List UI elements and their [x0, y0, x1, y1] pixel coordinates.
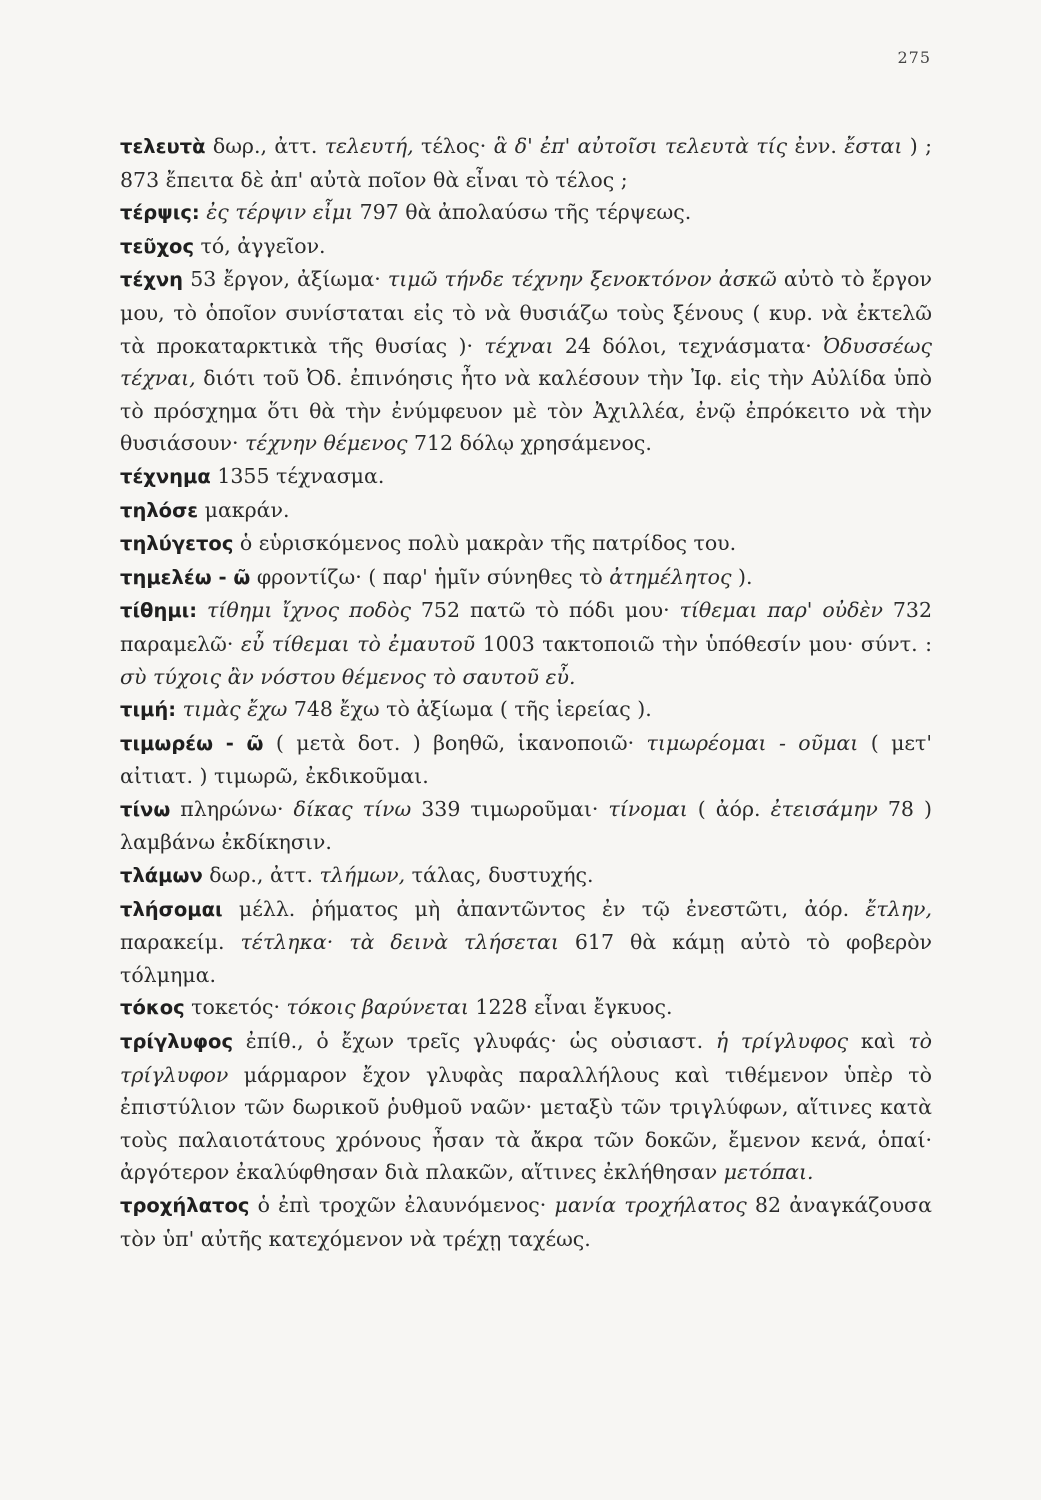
entry-headword: τελευτὰ — [120, 135, 206, 158]
entry-definition: 752 πατῶ τὸ πόδι μου· — [410, 598, 680, 623]
entry-definition: ὁ ἐπὶ τροχῶν ἐλαυνόμενος· — [249, 1193, 555, 1217]
entry-headword: τλήσομαι — [120, 897, 223, 921]
entry-headword: τεῦχος — [120, 234, 195, 258]
page-number: 275 — [897, 48, 931, 67]
entry-quotation: μετόπαι. — [723, 1160, 814, 1185]
glossary-entry — [120, 494, 932, 528]
entry-definition: ἐνν. — [787, 134, 845, 158]
glossary-entry — [120, 263, 932, 460]
entry-quotation: ἔσται — [844, 134, 903, 158]
glossary-entries — [120, 130, 932, 1255]
entry-definition: 78 ) λαμβάνω ἐκδίκησιν. — [120, 796, 932, 855]
entry-quotation: ἃ δ' ἐπ' αὐτοῖσι τελευτὰ τίς — [493, 134, 788, 158]
entry-definition: 797 θὰ ἀπολαύσω τῆς τέρψεως. — [353, 200, 692, 225]
entry-definition: 1003 τακτοποιῶ τὴν ὑπόθεσίν μου· σύντ. : — [475, 631, 932, 656]
entry-definition: 339 τιμωροῦμαι· — [411, 796, 609, 821]
entry-definition: 82 ἀναγκάζουσα τὸν ὑπ' αὐτῆς κατεχόμενον νὰ τρέχῃ ταχέως. — [120, 1193, 933, 1251]
entry-quotation: τελευτή, — [324, 134, 414, 158]
glossary-entry — [120, 527, 932, 561]
glossary-entry — [120, 460, 932, 494]
glossary-entry — [120, 1025, 932, 1189]
entry-quotation: σὺ τύχοις ἂν νόστου θέμενος τὸ σαυτοῦ εὖ. — [120, 664, 576, 689]
entry-definition: μάρμαρον ἔχον γλυφὰς παραλλήλους καὶ τιθέμενον ὑπὲρ τὸ ἐπιστύλιον τῶν δωρικοῦ ῥυθμοῦ ναῶν· μεταξὺ τῶν τριγλύφων, αἵτινες κατὰ τοὺς παλαιοτάτους χρόνους ἦσαν τὰ ἄκρα τῶν δοκῶν, ἔμενον κενά, ὁπαί· ἀργότερον ἐκαλύφθησαν διὰ πλακῶν, αἵτινες ἐκλήθησαν — [120, 1062, 932, 1185]
entry-definition: μέλλ. ῥήματος μὴ ἀπαντῶντος ἐν τῷ ἐνεστῶτι, ἀόρ. — [222, 896, 866, 921]
entry-quotation: τίνομαι — [608, 796, 688, 821]
entry-definition: ἐπίθ., ὁ ἔχων τρεῖς γλυφάς· ὡς οὐσιαστ. — [233, 1029, 716, 1054]
entry-definition: ὁ εὑρισκόμενος πολὺ μακρὰν τῆς πατρίδος του. — [233, 531, 737, 556]
entry-definition: πληρώνω· — [170, 796, 294, 821]
glossary-entry — [120, 991, 932, 1025]
entry-definition: ( μετ' αἰτιατ. ) τιμωρῶ, ἐκδικοῦμαι. — [120, 730, 932, 789]
entry-quotation: δίκας τίνω — [293, 796, 412, 821]
entry-definition: διότι τοῦ Ὀδ. ἐπινόησις ἦτο νὰ καλέσουν τὴν Ἰφ. εἰς τὴν Αὐλίδα ὑπὸ τὸ πρόσχημα ὅτι θὰ τὴν ἐνύμφευον μὲ τὸν Ἀχιλλέα, ἐνῷ ἐπρόκειτο νὰ τὴν θυσιάσουν· — [120, 366, 932, 456]
entry-headword: τηλόσε — [120, 498, 199, 522]
entry-headword: τέχνημα — [120, 464, 211, 488]
entry-quotation: τὰ δεινὰ τλήσεται — [349, 930, 559, 955]
entry-definition: 712 δόλῳ χρησάμενος. — [407, 431, 652, 456]
entry-quotation: τίθημι ἴχνος ποδὸς — [207, 598, 411, 623]
entry-definition: μακράν. — [198, 497, 290, 522]
entry-definition: καὶ — [848, 1029, 909, 1054]
glossary-entry — [120, 793, 932, 859]
entry-definition: δωρ., ἀττ. — [202, 863, 320, 888]
entry-definition: ( μετὰ δοτ. ) βοηθῶ, ἱκανοποιῶ· — [263, 730, 647, 755]
glossary-entry — [120, 727, 932, 793]
entry-definition: 1228 εἶναι ἔγκυος. — [468, 995, 673, 1020]
glossary-entry — [120, 594, 932, 693]
entry-definition: τοκετός· — [184, 995, 287, 1020]
entry-definition: 24 δόλοι, τεχνάσματα· — [553, 333, 824, 358]
entry-definition: τάλας, δυστυχής. — [405, 863, 594, 888]
glossary-entry — [120, 130, 932, 196]
entry-quotation: εὖ τίθεμαι τὸ ἐμαυτοῦ — [240, 631, 476, 656]
entry-quotation: τέτληκα· — [240, 930, 334, 955]
entry-headword: τημελέω - ῶ — [120, 565, 251, 589]
entry-quotation: ἐς τέρψιν εἶμι — [206, 200, 354, 225]
entry-quotation: ἔτλην, — [865, 896, 932, 921]
entry-headword: τέχνη — [120, 268, 184, 292]
entry-quotation: τιμὰς ἔχω — [182, 697, 288, 722]
entry-headword: τίνω — [120, 797, 171, 821]
entry-definition: παρακείμ. — [120, 930, 241, 955]
entry-definition: αὐτὸ τὸ ἔργον μου, τὸ ὁποῖον συνίσταται εἰς τὸ νὰ θυσιάζω τοὺς ξένους ( κυρ. νὰ ἐκτελῶ τὰ προκαταρκτικὰ τῆς θυσίας )· — [120, 267, 932, 358]
entry-definition: δωρ., ἀττ. — [205, 134, 325, 158]
entry-definition: ) ; 873 ἔπειτα δὲ ἀπ' αὐτὰ ποῖον θὰ εἶναι τὸ τέλος ; — [120, 134, 933, 192]
entry-quotation: ἐτεισάμην — [770, 796, 878, 821]
entry-definition: ). — [731, 564, 753, 589]
entry-headword: τίθημι: — [120, 599, 198, 623]
glossary-entry — [120, 893, 932, 992]
entry-quotation: τίθεμαι παρ' οὐδὲν — [679, 598, 883, 623]
entry-quotation: τὸ τρίγλυφον — [120, 1029, 932, 1087]
glossary-entry — [120, 230, 932, 264]
entry-definition: 53 ἔργον, ἀξίωμα· — [183, 267, 388, 292]
glossary-entry — [120, 859, 932, 893]
entry-quotation: ἡ τρίγλυφος — [715, 1029, 849, 1054]
entry-quotation: τιμωρέομαι - οῦμαι — [646, 730, 859, 755]
entry-headword: τόκος — [120, 996, 185, 1020]
entry-definition: 1355 τέχνασμα. — [210, 463, 385, 488]
entry-quotation: Ὀδυσσέως τέχναι, — [120, 333, 932, 391]
entry-quotation: τέχναι — [484, 333, 554, 358]
glossary-entry — [120, 693, 932, 727]
glossary-entry — [120, 561, 932, 595]
entry-definition: 617 θὰ κάμῃ αὐτὸ τὸ φοβερὸν τόλμημα. — [120, 930, 932, 987]
entry-quotation: τόκοις βαρύνεται — [286, 995, 469, 1020]
entry-definition: τό, ἀγγεῖον. — [194, 233, 326, 258]
glossary-entry — [120, 196, 932, 230]
entry-definition — [197, 598, 207, 622]
glossary-entry — [120, 1189, 932, 1255]
entry-quotation: τιμῶ τήνδε τέχνην ξενοκτόνον ἀσκῶ — [387, 267, 777, 292]
entry-definition: ( ἀόρ. — [687, 796, 771, 821]
entry-headword: τλάμων — [120, 864, 203, 888]
entry-definition: φροντίζω· ( παρ' ἡμῖν σύνηθες τὸ — [250, 564, 610, 589]
entry-quotation: τέχνην θέμενος — [244, 431, 408, 456]
entry-headword: τιμωρέω - ῶ — [120, 731, 264, 755]
entry-headword: τιμή: — [120, 698, 177, 722]
entry-quotation: μανία τροχήλατος — [554, 1193, 747, 1217]
entry-quotation: τλήμων, — [319, 863, 406, 888]
entry-headword: τροχήλατος — [120, 1194, 250, 1217]
entry-headword: τρίγλυφος — [120, 1030, 234, 1054]
entry-definition: τέλος· — [413, 134, 494, 158]
entry-definition: 732 παραμελῶ· — [120, 598, 932, 656]
entry-headword: τέρψις: — [120, 201, 200, 225]
entry-headword: τηλύγετος — [120, 532, 234, 556]
entry-quotation: ἀτημέλητος — [609, 564, 732, 589]
entry-definition: 748 ἔχω τὸ ἀξίωμα ( τῆς ἱερείας ). — [287, 697, 652, 722]
entry-definition — [333, 930, 349, 954]
